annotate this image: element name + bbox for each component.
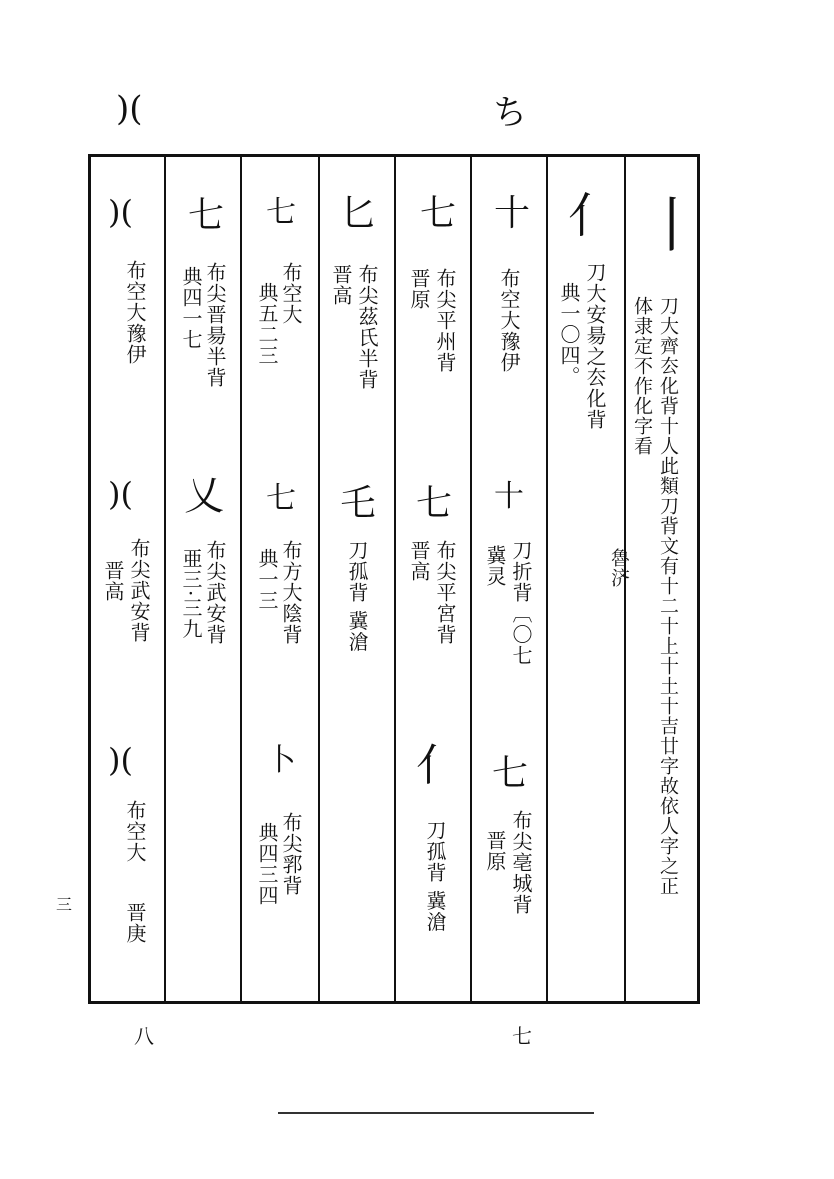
- column-text: 晋庚: [123, 902, 147, 944]
- column-glyph: 七: [492, 753, 529, 794]
- column-glyph: 七: [188, 195, 225, 236]
- column-text: 典五二三: [255, 282, 279, 366]
- column-text: 布空大: [279, 262, 303, 325]
- column-text: 典四一七: [179, 266, 203, 350]
- column-text: 布尖平州背: [433, 268, 457, 373]
- column-text: 典四三四: [255, 822, 279, 906]
- column-glyph: 七: [416, 483, 453, 524]
- column-text: 魯济: [608, 548, 630, 588]
- column-glyph: 卜: [266, 743, 296, 778]
- column-glyph: )(: [108, 475, 133, 513]
- bottom-rule: [278, 1112, 594, 1114]
- column-text: 亜三·三九: [179, 548, 203, 640]
- column-text: 布尖武安背: [203, 540, 227, 645]
- column-glyph: )(: [108, 193, 133, 231]
- column-text: 晋原: [407, 268, 431, 310]
- column-glyph: 乂: [184, 473, 224, 519]
- column-text: 刀大齊厺化背十人此類刀背文有十二十上十土十吉廿字故依人字之正: [657, 296, 679, 896]
- column-text: 晋高: [407, 540, 431, 582]
- side-note: 三: [56, 895, 73, 914]
- footer-number-right: 七: [512, 1024, 532, 1048]
- column-glyph: 亻: [416, 740, 460, 791]
- header-glyph-qi: ち: [493, 93, 527, 133]
- column-text: 典一三: [255, 548, 279, 611]
- column-text: 布尖亳城背: [509, 810, 533, 915]
- column-glyph: 七: [420, 193, 457, 234]
- column-text: 刀孤背 冀滄: [345, 540, 369, 653]
- column-glyph: 亻: [568, 188, 617, 244]
- column-divider: [240, 154, 242, 1004]
- column-glyph: 乇: [340, 483, 377, 524]
- column-text: 布空大豫伊: [497, 268, 521, 373]
- column-glyph: 匕: [340, 193, 377, 234]
- column-text: 刀大安昜之厺化背: [583, 262, 607, 430]
- column-text: 刀折背〔〇七: [509, 540, 533, 666]
- column-text: 布尖郛背: [279, 812, 303, 896]
- column-glyph: 七: [266, 195, 296, 230]
- column-text: 布尖茲氏半背: [355, 264, 379, 390]
- column-text: 布尖武安背: [127, 538, 151, 643]
- column-text: 布空大豫伊: [123, 260, 147, 365]
- column-text: 冀灵: [483, 545, 507, 587]
- column-text: 布尖平宮背: [433, 540, 457, 645]
- header-glyph-ba: )(: [116, 89, 143, 129]
- column-glyph: 七: [266, 481, 296, 516]
- column-divider: [470, 154, 472, 1004]
- column-text: 晋高: [329, 264, 353, 306]
- column-divider: [394, 154, 396, 1004]
- column-glyph: 十: [494, 193, 531, 234]
- column-divider: [164, 154, 166, 1004]
- column-glyph: )(: [108, 741, 133, 779]
- column-text: 布空大: [123, 800, 147, 863]
- column-text: 刀孤背 冀滄: [423, 820, 447, 933]
- column-divider: [546, 154, 548, 1004]
- column-glyph: 十: [494, 479, 524, 514]
- column-text: 体隶定不作化字看: [631, 296, 653, 456]
- column-text: 晋高: [101, 560, 125, 602]
- footer-number-left: 八: [134, 1024, 154, 1048]
- column-text: 布尖晋昜半背: [203, 262, 227, 388]
- column-text: 晋原: [483, 830, 507, 872]
- column-divider: [318, 154, 320, 1004]
- column-glyph: 丨: [642, 191, 702, 261]
- column-text: 典一〇四。: [557, 282, 581, 387]
- column-text: 布方大陰背: [279, 540, 303, 645]
